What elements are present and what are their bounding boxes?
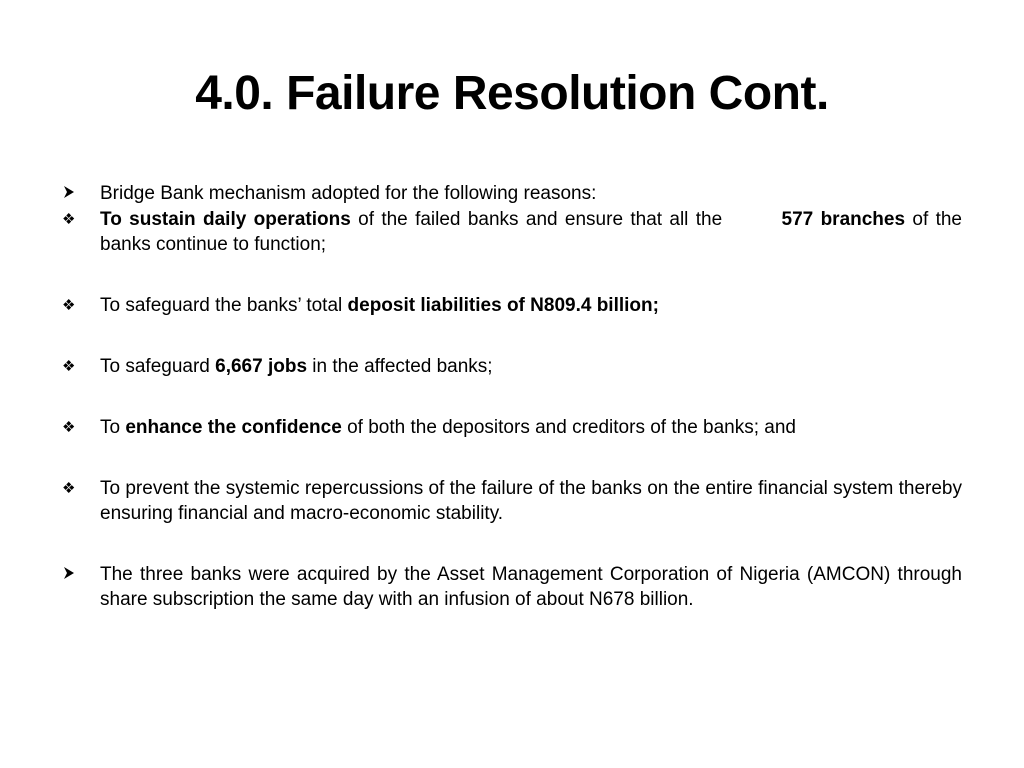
diamond-bullet-icon: ❖ [62,358,76,375]
text-segment: of the failed banks and ensure that all the [350,209,730,230]
text-segment: in the affected banks; [307,356,493,377]
diamond-bullet-icon: ❖ [62,419,76,436]
list-item-text [100,415,962,440]
bold-phrase: deposit liabilities of N809.4 billion; [347,295,659,316]
bold-phrase: 577 [781,209,814,230]
list-item [62,476,962,526]
text-segment: To safeguard [100,356,216,377]
slide-title: 4.0. Failure Resolution Cont. [195,67,829,120]
list-item-text [100,354,962,379]
bold-phrase: enhance the confidence [125,417,342,438]
diamond-bullet-icon: ❖ [62,211,76,228]
list-item-text: The three banks were acquired by the Asset Management Corporation of Nigeria (AMCON) through share subscription the same day with an infusion of about N678 billion. [100,564,962,610]
diamond-bullet-icon: ❖ [62,480,76,497]
list-item [62,293,962,318]
list-item-text: Bridge Bank mechanism adopted for the following reasons: [100,183,597,204]
list-item [62,181,962,206]
bold-phrase: branches [820,209,906,230]
bold-phrase: 6,667 jobs [215,356,308,377]
arrow-bullet-icon [62,562,100,587]
text-segment: To safeguard the banks’ total [100,295,348,316]
list-item-text: To prevent the systemic repercussions of the failure of the banks on the entire financial system thereby ensuring financial and macro-economic stability. [100,478,962,524]
list-item [62,354,962,379]
bullet-list [62,181,962,612]
arrow-bullet-icon [62,181,100,206]
diamond-bullet-icon: ❖ [62,297,76,314]
text-segment: of both the depositors and creditors of the banks; and [341,417,796,438]
list-item [62,207,962,257]
bold-phrase: To sustain daily operations [100,209,351,230]
list-item [62,415,962,440]
list-item [62,562,962,612]
list-item-text [100,207,962,257]
text-segment: of the banks continue to function; [100,209,962,255]
list-item-text [100,293,962,318]
text-segment: To [100,417,126,438]
